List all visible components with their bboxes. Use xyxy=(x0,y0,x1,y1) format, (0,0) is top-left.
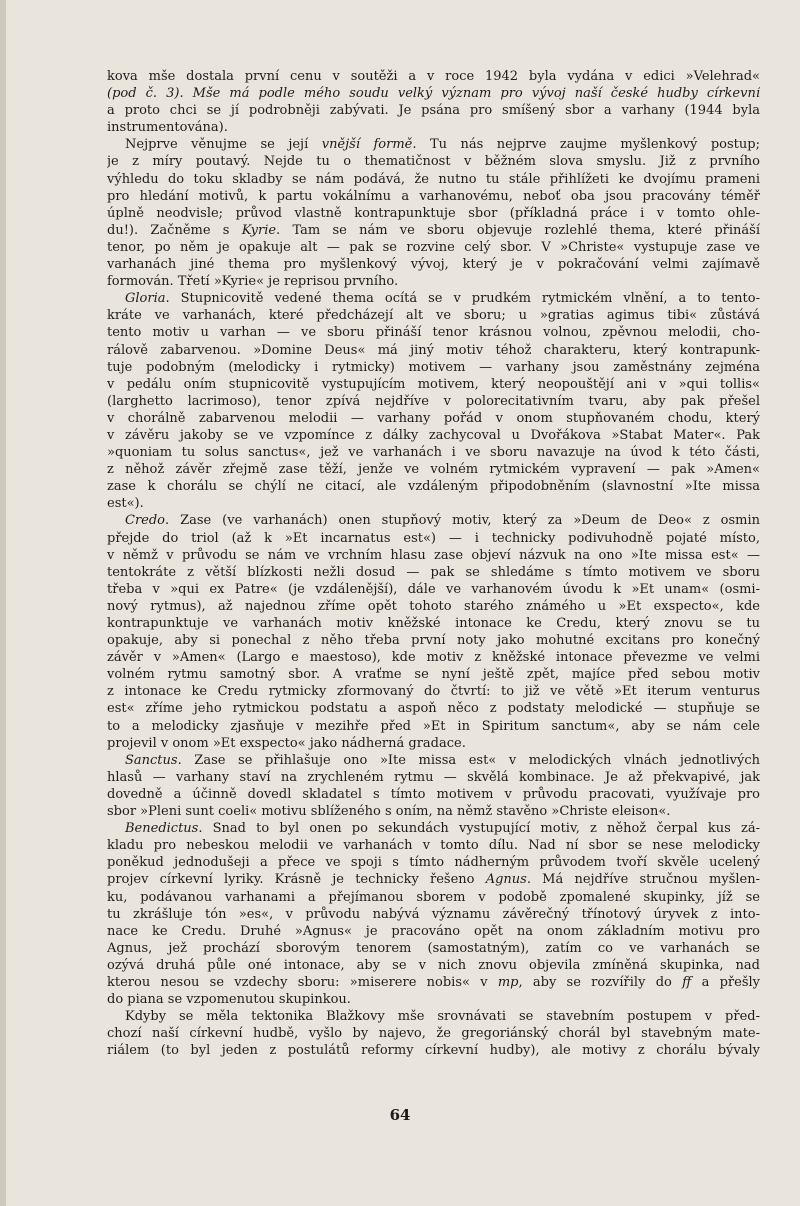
paragraph xyxy=(107,820,760,1008)
text-run: v pedálu oním stupnicovitě vystupujícím motivem, který neopouštějí ani v »qui tollis« xyxy=(107,376,760,392)
text-run: nový rytmus), až najednou zříme opět tohoto starého známého u »Et exspecto«, kde xyxy=(107,598,760,614)
text-line xyxy=(107,153,760,170)
paragraph xyxy=(107,68,760,136)
text-run: . Zase (ve varhanách) onen stupňový motiv, který za »Deum de Deo« z osmin xyxy=(165,513,760,529)
text-run: třeba v »qui ex Patre« (je vzdálenější), dále ve varhanovém úvodu k »Et unam« (osmi- xyxy=(107,581,760,597)
text-run: zase k chorálu se chýlí ne citací, ale vzdáleným připodobněním (slavnostní »Ite missa xyxy=(107,479,760,495)
italic-run: Agnus xyxy=(485,872,527,888)
text-line xyxy=(107,700,760,717)
text-run: instrumentována). xyxy=(107,120,228,136)
text-line xyxy=(107,632,760,649)
text-line xyxy=(107,564,760,581)
italic-run: Sanctus xyxy=(125,752,178,768)
text-line xyxy=(107,85,760,102)
text-line xyxy=(107,359,760,376)
text-run: . Snad to byl onen po sekundách vystupující motiv, z něhož čerpal kus zá- xyxy=(198,821,760,837)
text-line xyxy=(107,222,760,239)
paragraph xyxy=(107,136,760,290)
text-run: rálově zabarvenou. »Domine Deus« má jiný motiv téhož charakteru, který kontrapunk- xyxy=(107,342,760,358)
italic-run: ff xyxy=(682,974,692,990)
text-run: tu zkrášluje tón »es«, v průvodu nabývá významu závěrečný třínotový úryvek z into- xyxy=(107,906,760,922)
text-line xyxy=(107,102,760,119)
text-run: Agnus, jež prochází sborovým tenorem (samostatným), zatím co ve varhanách se xyxy=(107,940,760,956)
text-run: ku, podávanou varhanami a přejímanou sborem v podobě zpomalené skupinky, jíž se xyxy=(107,889,760,905)
text-run: est« zříme jeho rytmickou podstatu a aspoň něco z podstaty melodické — stupňuje se xyxy=(107,701,760,717)
text-run: poněkud jednodušeji a přece ve spoji s tímto nádherným průvodem tvoří skvěle ucelený xyxy=(107,855,760,871)
text-run: kladu pro nebeskou melodii ve varhanách v tomto dílu. Nad ní sbor se nese melodicky xyxy=(107,838,760,854)
text-line xyxy=(107,342,760,359)
text-line xyxy=(107,1008,760,1025)
text-line xyxy=(107,376,760,393)
text-line xyxy=(107,649,760,666)
text-line xyxy=(107,530,760,547)
italic-run: mp xyxy=(497,974,519,990)
text-run: v němž v průvodu se nám ve vrchním hlasu zase objeví názvuk na ono »Ite missa est« — xyxy=(107,547,760,563)
text-line xyxy=(107,991,760,1008)
text-line xyxy=(107,68,760,85)
paragraph xyxy=(107,512,760,751)
text-line xyxy=(107,324,760,341)
text-line xyxy=(107,478,760,495)
text-line xyxy=(107,957,760,974)
text-run: a přešly xyxy=(691,974,760,990)
text-run: . Tam se nám ve sboru objevuje rozlehlé thema, které přináší xyxy=(276,222,760,238)
italic-run: Gloria xyxy=(125,291,166,307)
text-run: tuje podobným (melodicky i rytmicky) motivem — varhany jsou zaměstnány zejména xyxy=(107,359,760,375)
text-run: přejde do triol (až k »Et incarnatus est«) — i technicky podivuhodně pojaté místo, xyxy=(107,530,760,546)
text-run: formován. Třetí »Kyrie« je reprisou prvního. xyxy=(107,274,399,290)
body-text xyxy=(107,68,760,1059)
text-line xyxy=(107,239,760,256)
text-line xyxy=(107,837,760,854)
text-run: pro hledání motivů, k partu vokálnímu a varhanovému, neboť oba jsou pracovány téměř xyxy=(107,188,760,204)
text-run: opakuje, aby si ponechal z něho třeba první noty jako mohutné excitans pro konečný xyxy=(107,633,760,649)
text-run: volném rytmu samotný sbor. A vraťme se nyní ještě zpět, majíce před sebou motiv xyxy=(107,667,760,683)
text-line xyxy=(107,974,760,991)
text-line xyxy=(107,786,760,803)
text-run: z něhož závěr zřejmě zase těží, jenže ve volném rytmickém vypravení — pak »Amen« xyxy=(107,462,760,478)
text-run: je z míry poutavý. Nejde tu o thematičnost v běžném slova smyslu. Již z prvního xyxy=(107,154,760,170)
italic-run: Benedictus xyxy=(125,821,199,837)
text-run: . Stupnicovitě vedené thema ocítá se v prudkém rytmickém vlnění, a to tento- xyxy=(165,291,760,307)
text-line xyxy=(107,171,760,188)
text-run: Nejprve věnujme se její xyxy=(125,137,322,153)
text-line xyxy=(107,598,760,615)
italic-run: (pod č. 3). Mše má podle mého soudu velký význam pro vývoj naší české hudby církevní xyxy=(107,86,760,102)
text-run: sbor »Pleni sunt coeli« motivu sblíženého s oním, na němž stavěno »Christe eleison«. xyxy=(107,804,671,820)
text-run: , aby se rozvířily do xyxy=(518,974,683,990)
text-run: Kdyby se měla tektonika Blažkovy mše srovnávati se stavebním postupem v před- xyxy=(125,1009,760,1025)
text-run: úplně neodvisle; průvod vlastně kontrapunktuje sbor (příkladná práce i v tomto ohle- xyxy=(107,205,760,221)
text-run: Tu nás nejprve zaujme myšlenkový postup; xyxy=(416,137,760,153)
text-line xyxy=(107,820,760,837)
text-line xyxy=(107,1042,760,1059)
paragraph xyxy=(107,1008,760,1059)
text-run: do piana se vzpomenutou skupinkou. xyxy=(107,992,351,1008)
text-run: kterou nesou se vzdechy sboru: »miserere nobis« v xyxy=(107,974,498,990)
text-line xyxy=(107,393,760,410)
text-line xyxy=(107,136,760,153)
text-line xyxy=(107,307,760,324)
text-run: ozývá druhá půle oné intonace, aby se v nich znovu objevila zmíněná skupinka, nad xyxy=(107,957,760,973)
text-line xyxy=(107,581,760,598)
text-line xyxy=(107,512,760,529)
text-run: tento motiv u varhan — ve sboru přináší tenor krásnou volnou, zpěvnou melodii, cho- xyxy=(107,325,760,341)
text-line xyxy=(107,803,760,820)
text-line xyxy=(107,889,760,906)
text-line xyxy=(107,752,760,769)
text-run: riálem (to byl jeden z postulátů reformy církevní hudby), ale motivy z chorálu bývaly xyxy=(107,1043,760,1059)
text-run: výhledu do toku skladby se nám podává, že nutno tu stále přihlížeti ke dvojímu prameni xyxy=(107,171,760,187)
text-line xyxy=(107,854,760,871)
text-run: hlasů — varhany staví na zrychleném rytmu — skvělá kombinace. Je až překvapivé, jak xyxy=(107,769,760,785)
text-line xyxy=(107,923,760,940)
text-line xyxy=(107,290,760,307)
text-run: chozí naší církevní hudbě, vyšlo by najevo, že gregoriánský chorál byl stavebným mate- xyxy=(107,1026,760,1042)
text-run: to a melodicky zjasňuje v mezihře před »Et in Spiritum sanctum«, aby se nám cele xyxy=(107,718,760,734)
text-line xyxy=(107,495,760,512)
text-run: dovedně a účinně dovedl skladatel s tímto motivem v průvodu pracovati, využívaje pro xyxy=(107,786,760,802)
italic-run: vnější formě. xyxy=(321,137,417,153)
italic-run: Credo xyxy=(125,513,166,529)
text-line xyxy=(107,427,760,444)
text-line xyxy=(107,683,760,700)
text-run: z intonace ke Credu rytmicky zformovaný do čtvrtí: to již ve větě »Et iterum venturus xyxy=(107,684,760,700)
text-line xyxy=(107,119,760,136)
text-run: v chorálně zabarvenou melodii — varhany pořád v onom stupňovaném chodu, který xyxy=(107,410,760,426)
text-run: projevil v onom »Et exspecto« jako nádherná gradace. xyxy=(107,735,466,751)
text-run: kova mše dostala první cenu v soutěži a v roce 1942 byla vydána v edici »Velehrad« xyxy=(107,69,760,84)
text-line xyxy=(107,871,760,888)
text-line xyxy=(107,188,760,205)
italic-run: Kyrie xyxy=(241,222,277,238)
text-run: tentokráte z větší blízkosti nežli dosud — pak se shledáme s tímto motivem ve sboru xyxy=(107,564,760,580)
text-run: varhanách jiné thema pro myšlenkový vývoj, který je v pokračování velmi zajímavě xyxy=(107,257,760,273)
text-line xyxy=(107,256,760,273)
text-line xyxy=(107,410,760,427)
paragraph xyxy=(107,752,760,820)
text-run: est«). xyxy=(107,496,144,512)
scan-edge xyxy=(0,0,6,1206)
text-line xyxy=(107,273,760,290)
text-run: »quoniam tu solus sanctus«, jež ve varhanách i ve sboru navazuje na úvod k této části, xyxy=(107,445,760,461)
text-line xyxy=(107,769,760,786)
text-run: (larghetto lacrimoso), tenor zpívá nejdříve v polorecitativním tvaru, aby pak přešel xyxy=(107,393,760,409)
text-run: a proto chci se jí podrobněji zabývati. Je psána pro smíšený sbor a varhany (1944 byla xyxy=(107,103,760,119)
text-run: . Zase se přihlašuje ono »Ite missa est« v melodických vlnách jednotlivých xyxy=(177,752,760,768)
text-run: závěr v »Amen« (Largo e maestoso), kde motiv z kněžské intonace převezme ve velmi xyxy=(107,650,760,666)
text-run: projev církevní lyriky. Krásně je technicky řešeno xyxy=(107,872,486,888)
text-line xyxy=(107,1025,760,1042)
text-run: tenor, po něm je opakuje alt — pak se rozvine celý sbor. V »Christe« vystupuje zase ve xyxy=(107,239,760,255)
text-run: kontrapunktuje ve varhanách motiv kněžské intonace ke Credu, který znovu se tu xyxy=(107,616,760,631)
text-line xyxy=(107,718,760,735)
text-line xyxy=(107,615,760,632)
text-line xyxy=(107,735,760,752)
text-run: kráte ve varhanách, které předcházejí alt ve sboru; u »gratias agimus tibi« zůstává xyxy=(107,308,760,324)
text-line xyxy=(107,461,760,478)
text-line xyxy=(107,205,760,222)
text-line xyxy=(107,940,760,957)
text-line xyxy=(107,906,760,923)
text-run: nace ke Credu. Druhé »Agnus« je pracováno opět na onom základním motivu pro xyxy=(107,923,760,939)
text-run: du!). Začněme s xyxy=(107,222,242,238)
text-run: . Má nejdříve stručnou myšlen- xyxy=(526,872,760,888)
page-number: 64 xyxy=(389,1106,411,1124)
text-run: v závěru jakoby se ve vzpomínce z dálky zachycoval u Dvořákova »Stabat Mater«. Pak xyxy=(107,427,760,443)
text-line xyxy=(107,666,760,683)
paragraph xyxy=(107,290,760,512)
text-line xyxy=(107,547,760,564)
text-line xyxy=(107,444,760,461)
